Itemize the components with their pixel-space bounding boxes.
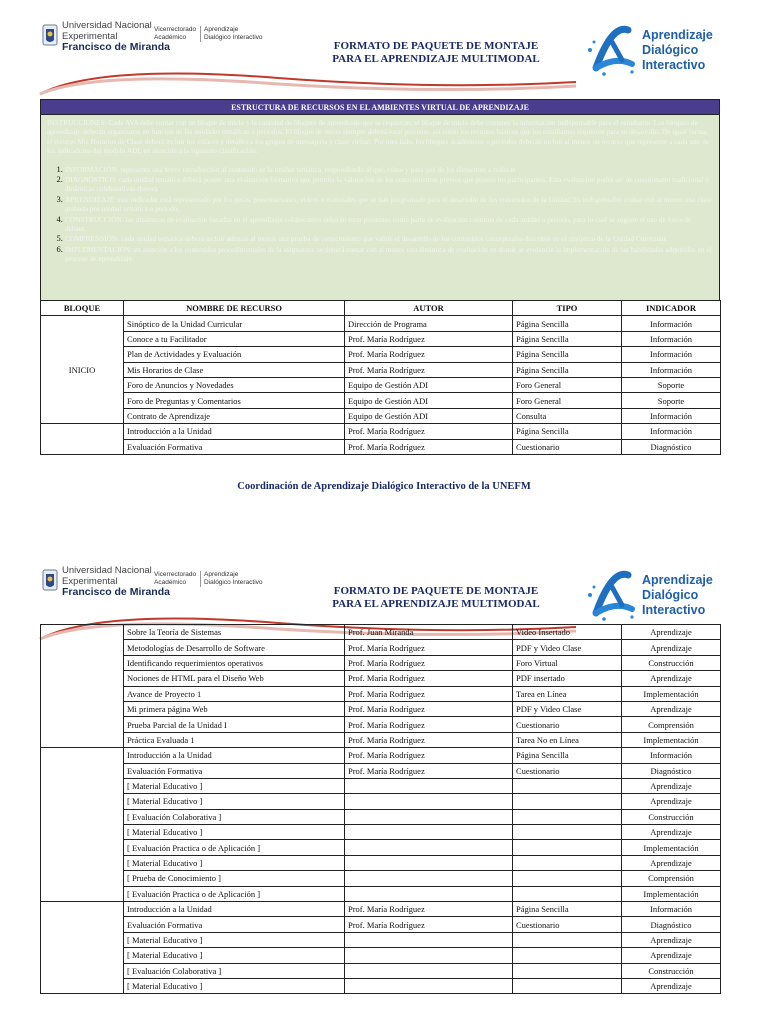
resource-name-cell: Plan de Actividades y Evaluación — [124, 347, 345, 362]
adi-line-3: Interactivo — [642, 58, 706, 72]
type-cell: Cuestionario — [513, 717, 622, 732]
table-row — [41, 732, 721, 747]
author-cell: Prof. María Rodríguez — [345, 424, 513, 439]
table-row — [41, 902, 721, 917]
type-cell: Consulta — [513, 408, 622, 423]
vice-line-2: Académico — [154, 579, 187, 586]
university-emblem-icon — [42, 569, 58, 591]
table-row — [41, 978, 721, 993]
type-cell: Página Sencilla — [513, 347, 622, 362]
indicator-cell: Aprendizaje — [622, 640, 721, 655]
adi-logo-text — [642, 573, 713, 618]
aprendizaje-line-2: Dialógico Interactivo — [204, 579, 263, 586]
vice-line-1: Vicerrectorado — [154, 26, 197, 33]
university-line-1: Universidad Nacional — [62, 565, 152, 576]
indicator-cell: Información — [622, 347, 721, 362]
resource-name-cell: [ Evaluación Practica o de Aplicación ] — [124, 886, 345, 901]
indicator-cell: Soporte — [622, 393, 721, 408]
table-row — [41, 424, 721, 439]
author-cell: Equipo de Gestión ADI — [345, 393, 513, 408]
vicerrectorado-label — [154, 26, 263, 42]
resource-name-cell: Introducción a la Unidad — [124, 902, 345, 917]
author-cell: Prof. María Rodríguez — [345, 701, 513, 716]
indicator-cell: Aprendizaje — [622, 778, 721, 793]
table-row — [41, 686, 721, 701]
type-cell — [513, 871, 622, 886]
author-cell — [345, 809, 513, 824]
resource-name-cell: Foro de Preguntas y Comentarios — [124, 393, 345, 408]
adi-line-2: Dialógico — [642, 588, 699, 602]
resource-name-cell: Sinóptico de la Unidad Curricular — [124, 316, 345, 331]
author-cell: Prof. María Rodríguez — [345, 439, 513, 454]
resource-name-cell: [ Evaluación Practica o de Aplicación ] — [124, 840, 345, 855]
table-row — [41, 763, 721, 778]
indicator-cell: Aprendizaje — [622, 701, 721, 716]
author-cell — [345, 963, 513, 978]
table-row — [41, 625, 721, 640]
indicator-cell: Aprendizaje — [622, 948, 721, 963]
document-title — [300, 585, 572, 611]
type-cell: Cuestionario — [513, 917, 622, 932]
document-title — [300, 40, 572, 66]
author-cell: Prof. Juan Miranda — [345, 625, 513, 640]
indicator-cell: Información — [622, 316, 721, 331]
table-row — [41, 439, 721, 454]
author-cell: Prof. María Rodríguez — [345, 347, 513, 362]
type-cell: Foro General — [513, 377, 622, 392]
aprendizaje-line-1: Aprendizaje — [204, 26, 239, 33]
author-cell — [345, 886, 513, 901]
indicator-cell: Información — [622, 424, 721, 439]
title-line-1: FORMATO DE PAQUETE DE MONTAJE — [333, 585, 539, 597]
indicator-cell: Aprendizaje — [622, 855, 721, 870]
table-row — [41, 362, 721, 377]
indicator-cell: Aprendizaje — [622, 932, 721, 947]
author-cell: Prof. María Rodríguez — [345, 763, 513, 778]
table-row — [41, 640, 721, 655]
author-cell: Prof. María Rodríguez — [345, 717, 513, 732]
indicator-cell: Construcción — [622, 655, 721, 670]
resource-name-cell: Práctica Evaluada 1 — [124, 732, 345, 747]
indicator-cell: Implementación — [622, 886, 721, 901]
author-cell — [345, 855, 513, 870]
type-cell: Cuestionario — [513, 763, 622, 778]
table-row — [41, 377, 721, 392]
type-cell: Foro General — [513, 393, 622, 408]
table-row — [41, 393, 721, 408]
author-cell: Dirección de Programa — [345, 316, 513, 331]
university-line-3: Francisco de Miranda — [62, 586, 170, 598]
author-cell — [345, 932, 513, 947]
author-cell: Prof. María Rodríguez — [345, 671, 513, 686]
instruction-item: 5. COMPRENSIÓN: cada unidad temática deberá incluir además al menos una prueba de conocimiento que valide el desarrollo de los contenidos conceptuales descritos en el sinóptico de la Unidad Curricular. — [65, 234, 713, 243]
table-row — [41, 408, 721, 423]
resource-name-cell: [ Material Educativo ] — [124, 794, 345, 809]
table-row — [41, 717, 721, 732]
university-logo — [42, 20, 170, 60]
vice-line-1: Vicerrectorado — [154, 571, 197, 578]
resource-name-cell: [ Evaluación Colaborativa ] — [124, 809, 345, 824]
indicator-cell: Información — [622, 331, 721, 346]
university-emblem-icon — [42, 24, 58, 46]
resource-name-cell: [ Material Educativo ] — [124, 978, 345, 993]
type-cell: Tarea No en Línea — [513, 732, 622, 747]
table-row — [41, 748, 721, 763]
resource-name-cell: [ Material Educativo ] — [124, 855, 345, 870]
author-cell — [345, 978, 513, 993]
table-row — [41, 347, 721, 362]
author-cell: Prof. María Rodríguez — [345, 902, 513, 917]
vicerrectorado-label — [154, 571, 263, 587]
indicator-cell: Aprendizaje — [622, 794, 721, 809]
indicator-cell: Comprensión — [622, 871, 721, 886]
column-header-tipo: TIPO — [513, 301, 622, 316]
author-cell — [345, 948, 513, 963]
indicator-cell: Información — [622, 748, 721, 763]
table-row — [41, 886, 721, 901]
university-line-2: Experimental — [62, 31, 118, 42]
table-header-row — [41, 301, 721, 316]
author-cell: Prof. María Rodríguez — [345, 686, 513, 701]
author-cell: Prof. María Rodríguez — [345, 917, 513, 932]
indicator-cell: Información — [622, 362, 721, 377]
resource-name-cell: Avance de Proyecto 1 — [124, 686, 345, 701]
adi-line-2: Dialógico — [642, 43, 699, 57]
instruction-item: 4. CONSTRUCCIÓN: las dinámicas de evaluación basadas en el aprendizaje colaborativo deberán estar presentes como parte de evaluación continua de cada unidad o periodo, para lo cual se sugiere el uso de foros de debate. — [65, 215, 713, 234]
table-row — [41, 331, 721, 346]
resource-name-cell: Conoce a tu Facilitador — [124, 331, 345, 346]
title-line-1: FORMATO DE PAQUETE DE MONTAJE — [333, 40, 539, 52]
resource-name-cell: Evaluación Formativa — [124, 439, 345, 454]
author-cell: Equipo de Gestión ADI — [345, 408, 513, 423]
resource-name-cell: [ Material Educativo ] — [124, 778, 345, 793]
indicator-cell: Aprendizaje — [622, 978, 721, 993]
resource-name-cell: [ Prueba de Conocimiento ] — [124, 871, 345, 886]
indicator-cell: Construcción — [622, 963, 721, 978]
table-row — [41, 855, 721, 870]
indicator-cell: Aprendizaje — [622, 625, 721, 640]
author-cell: Prof. María Rodríguez — [345, 640, 513, 655]
resource-name-cell: [ Material Educativo ] — [124, 825, 345, 840]
bloque-cell — [41, 625, 124, 748]
author-cell: Prof. María Rodríguez — [345, 331, 513, 346]
instructions-paragraph: INSTRUCCIONES: Cada AVA debe contar con un bloque de inicio y la cantidad de bloques de aprendizaje que se requieran; el bloque de inicio debe contener la información indispensable para el estudiante. Los bloques de aprendizaje deberán organizarse en función de las unidades temáticas o periodos. El bloque de inicio siempre deberá estar presente, así como los recursos básicos que los estudiantes requieren para su desarrollo. De igual forma, el recurso Mis Horarios de Clase deberá incluir los enlaces y detalles a los grupos de mensajería y clase virtual. Por otro lado, los bloques académicos o periodos deberán incluir al menos un recurso que represente a cada uno de los indicadores del modelo ADI, en atención a la siguiente clasificación: — [47, 118, 709, 156]
resource-name-cell: Prueba Parcial de la Unidad I — [124, 717, 345, 732]
author-cell — [345, 840, 513, 855]
type-cell — [513, 855, 622, 870]
indicator-cell: Información — [622, 408, 721, 423]
type-cell: Página Sencilla — [513, 748, 622, 763]
indicator-cell: Diagnóstico — [622, 439, 721, 454]
indicator-cell: Construcción — [622, 809, 721, 824]
table-row — [41, 871, 721, 886]
instructions-box — [40, 115, 720, 301]
type-cell: Página Sencilla — [513, 424, 622, 439]
indicator-cell: Soporte — [622, 377, 721, 392]
bloque-cell: INICIO — [41, 316, 124, 424]
type-cell — [513, 932, 622, 947]
table-row — [41, 794, 721, 809]
indicator-cell: Aprendizaje — [622, 671, 721, 686]
instruction-item: 3. APRENDIZAJE: este indicador está representado por los guías, presentaciones, videos o materiales que se han programado para el desarrollo de los contenidos de la Unidad. Es indispensable contar con al menos una clase grabada por unidad temática o periodo. — [65, 195, 713, 214]
type-cell — [513, 963, 622, 978]
table-row — [41, 963, 721, 978]
type-cell: PDF insertado — [513, 671, 622, 686]
university-logo — [42, 565, 170, 605]
resource-name-cell: Sobre la Teoría de Sistemas — [124, 625, 345, 640]
type-cell: Página Sencilla — [513, 902, 622, 917]
type-cell: Página Sencilla — [513, 316, 622, 331]
indicator-cell: Aprendizaje — [622, 825, 721, 840]
resource-name-cell: Identificando requerimientos operativos — [124, 655, 345, 670]
type-cell: Foro Virtual — [513, 655, 622, 670]
title-line-2: PARA EL APRENDIZAJE MULTIMODAL — [332, 598, 540, 610]
table-row — [41, 778, 721, 793]
author-cell: Prof. María Rodríguez — [345, 732, 513, 747]
resource-name-cell: Mis Horarios de Clase — [124, 362, 345, 377]
table2-body — [41, 625, 721, 994]
type-cell: Cuestionario — [513, 439, 622, 454]
table-row — [41, 671, 721, 686]
resource-name-cell: Nociones de HTML para el Diseño Web — [124, 671, 345, 686]
column-header-nombre: NOMBRE DE RECURSO — [124, 301, 345, 316]
adi-logo-text — [642, 28, 713, 73]
adi-line-1: Aprendizaje — [642, 28, 713, 42]
indicator-cell: Implementación — [622, 840, 721, 855]
resource-name-cell: [ Evaluación Colaborativa ] — [124, 963, 345, 978]
table-row — [41, 840, 721, 855]
indicator-cell: Información — [622, 902, 721, 917]
indicator-cell: Implementación — [622, 686, 721, 701]
type-cell — [513, 778, 622, 793]
type-cell — [513, 948, 622, 963]
page1-footer: Coordinación de Aprendizaje Dialógico Interactivo de la UNEFM — [237, 481, 531, 492]
table-row — [41, 809, 721, 824]
author-cell — [345, 871, 513, 886]
resource-name-cell: Contrato de Aprendizaje — [124, 408, 345, 423]
type-cell: Tarea en Línea — [513, 686, 622, 701]
author-cell: Equipo de Gestión ADI — [345, 377, 513, 392]
indicator-cell: Implementación — [622, 732, 721, 747]
aprendizaje-line-1: Aprendizaje — [204, 571, 239, 578]
indicator-cell: Diagnóstico — [622, 763, 721, 778]
type-cell: Video Insertado — [513, 625, 622, 640]
author-cell: Prof. María Rodríguez — [345, 748, 513, 763]
adi-logo-icon — [582, 20, 642, 80]
bloque-cell — [41, 424, 124, 455]
type-cell: Página Sencilla — [513, 331, 622, 346]
type-cell — [513, 840, 622, 855]
author-cell — [345, 794, 513, 809]
resource-name-cell: [ Material Educativo ] — [124, 948, 345, 963]
type-cell — [513, 886, 622, 901]
title-line-2: PARA EL APRENDIZAJE MULTIMODAL — [332, 53, 540, 65]
structure-heading: ESTRUCTURA DE RECURSOS EN EL AMBIENTES VIRTUAL DE APRENDIZAJE — [40, 99, 720, 115]
bloque-cell — [41, 748, 124, 902]
author-cell — [345, 778, 513, 793]
vice-line-2: Académico — [154, 34, 187, 41]
university-line-3: Francisco de Miranda — [62, 41, 170, 53]
page1-header — [0, 20, 768, 110]
type-cell — [513, 825, 622, 840]
table-row — [41, 948, 721, 963]
instruction-item: 6. IMPLEMENTACIÓN: en atención a los contenidos procedimentales de la asignatura, se deberá contar con al menos una dinámica de evaluación en donde se evidencie la implementación de las habilidades adquiridas en el proceso de aprendizaje. — [65, 245, 713, 264]
table-row — [41, 316, 721, 331]
column-header-autor: AUTOR — [345, 301, 513, 316]
resource-name-cell: Foro de Anuncios y Novedades — [124, 377, 345, 392]
author-cell: Prof. María Rodríguez — [345, 362, 513, 377]
table-row — [41, 655, 721, 670]
type-cell — [513, 794, 622, 809]
university-line-2: Experimental — [62, 576, 118, 587]
aprendizaje-label — [200, 571, 263, 587]
author-cell — [345, 825, 513, 840]
resource-name-cell: Mi primera página Web — [124, 701, 345, 716]
column-header-indicador: INDICADOR — [622, 301, 721, 316]
table-row — [41, 825, 721, 840]
resources-table-page1 — [40, 300, 721, 455]
adi-line-3: Interactivo — [642, 603, 706, 617]
table-row — [41, 701, 721, 716]
author-cell: Prof. María Rodríguez — [345, 655, 513, 670]
type-cell: PDF y Video Clase — [513, 701, 622, 716]
type-cell — [513, 978, 622, 993]
aprendizaje-line-2: Dialógico Interactivo — [204, 34, 263, 41]
bloque-cell — [41, 902, 124, 994]
table-row — [41, 917, 721, 932]
indicator-cell: Comprensión — [622, 717, 721, 732]
type-cell — [513, 809, 622, 824]
resource-name-cell: Introducción a la Unidad — [124, 424, 345, 439]
resource-name-cell: Evaluación Formativa — [124, 763, 345, 778]
type-cell: Página Sencilla — [513, 362, 622, 377]
adi-logo-icon — [582, 565, 642, 625]
university-line-1: Universidad Nacional — [62, 20, 152, 31]
table1-body — [41, 316, 721, 455]
type-cell: PDF y Video Clase — [513, 640, 622, 655]
resource-name-cell: Introducción a la Unidad — [124, 748, 345, 763]
instruction-item: 1. INFORMACIÓN: representa una breve introducción al contenido de la unidad temática, respondiendo al qué, cómo y para qué de los elementos a realizar. — [65, 165, 713, 174]
instruction-item: 2. DIAGNÓSTICO: cada unidad temática deberá poseer una evaluación formativa que permita la valoración de los conocimientos previos que poseen los participantes. Esta evaluación podrá ser un cuestionario tradicional o dinámicas colaborativas (foros). — [65, 175, 713, 194]
column-header-bloque: BLOQUE — [41, 301, 124, 316]
instructions-list — [47, 165, 713, 264]
table-row — [41, 932, 721, 947]
resource-name-cell: [ Material Educativo ] — [124, 932, 345, 947]
resources-table-page2 — [40, 624, 721, 994]
adi-line-1: Aprendizaje — [642, 573, 713, 587]
aprendizaje-label — [200, 26, 263, 42]
resource-name-cell: Evaluación Formativa — [124, 917, 345, 932]
resource-name-cell: Metodologías de Desarrollo de Software — [124, 640, 345, 655]
indicator-cell: Diagnóstico — [622, 917, 721, 932]
